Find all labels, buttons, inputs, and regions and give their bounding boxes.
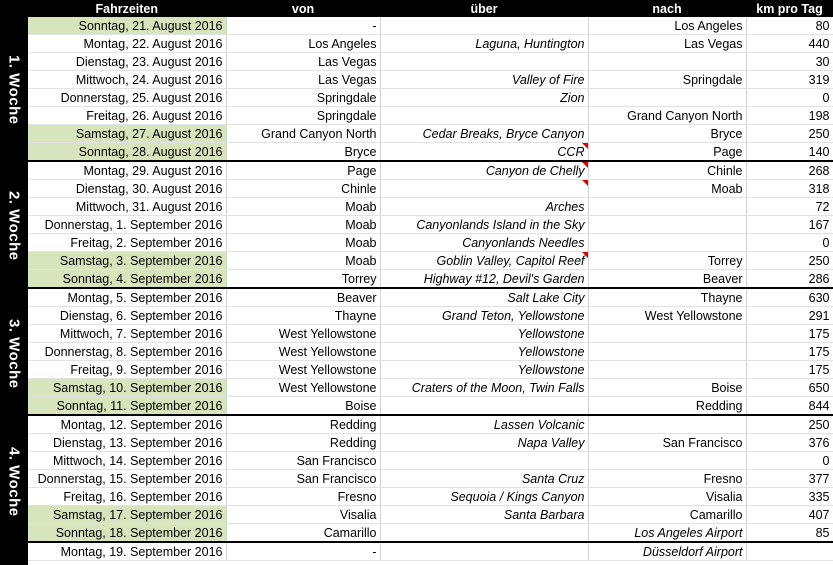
table-row (28, 361, 833, 379)
cell-date[interactable]: Samstag, 17. September 2016 (28, 506, 226, 524)
cell-ueber[interactable] (380, 17, 588, 35)
cell-km[interactable]: 175 (746, 343, 833, 361)
table-row (28, 125, 833, 143)
cell-nach[interactable]: Springdale (588, 71, 746, 89)
cell-date[interactable]: Montag, 29. August 2016 (28, 161, 226, 180)
cell-ueber[interactable]: Laguna, Huntington (380, 35, 588, 53)
table-row (28, 180, 833, 198)
header-nach[interactable]: nach (588, 0, 746, 17)
cell-date[interactable]: Sonntag, 4. September 2016 (28, 270, 226, 289)
cell-ueber[interactable] (380, 397, 588, 416)
cell-date[interactable]: Sonntag, 21. August 2016 (28, 17, 226, 35)
cell-km[interactable]: 650 (746, 379, 833, 397)
cell-nach[interactable]: San Francisco (588, 434, 746, 452)
cell-von[interactable]: Chinle (226, 180, 380, 198)
week-label-text: 3. Woche (5, 319, 23, 389)
cell-km[interactable]: 140 (746, 143, 833, 162)
cell-date[interactable]: Freitag, 16. September 2016 (28, 488, 226, 506)
header-von[interactable]: von (226, 0, 380, 17)
cell-nach[interactable]: Thayne (588, 288, 746, 307)
header-row (28, 0, 833, 17)
table-row (28, 252, 833, 270)
cell-nach[interactable]: Visalia (588, 488, 746, 506)
week-label-column (0, 0, 28, 565)
table-row (28, 53, 833, 71)
table-row (28, 397, 833, 416)
cell-ueber[interactable]: Napa Valley (380, 434, 588, 452)
cell-nach[interactable]: Page (588, 143, 746, 162)
week-label-3 (0, 291, 28, 417)
cell-ueber[interactable]: Salt Lake City (380, 288, 588, 307)
cell-date[interactable]: Dienstag, 23. August 2016 (28, 53, 226, 71)
cell-ueber[interactable] (380, 180, 588, 198)
cell-date[interactable]: Sonntag, 28. August 2016 (28, 143, 226, 162)
cell-von[interactable]: Los Angeles (226, 35, 380, 53)
table-row (28, 343, 833, 361)
cell-km[interactable]: 335 (746, 488, 833, 506)
cell-km[interactable]: 376 (746, 434, 833, 452)
cell-km[interactable] (746, 542, 833, 561)
cell-von[interactable]: Boise (226, 397, 380, 416)
cell-km[interactable]: 377 (746, 470, 833, 488)
cell-date[interactable]: Sonntag, 11. September 2016 (28, 397, 226, 416)
cell-nach[interactable]: Redding (588, 397, 746, 416)
table-row (28, 452, 833, 470)
cell-km[interactable]: 0 (746, 89, 833, 107)
cell-km[interactable]: 407 (746, 506, 833, 524)
cell-km[interactable]: 167 (746, 216, 833, 234)
cell-nach[interactable] (588, 361, 746, 379)
cell-date[interactable]: Donnerstag, 15. September 2016 (28, 470, 226, 488)
header-fahrzeiten[interactable]: Fahrzeiten (28, 0, 226, 17)
cell-km[interactable]: 250 (746, 125, 833, 143)
cell-nach[interactable]: Beaver (588, 270, 746, 289)
cell-date[interactable]: Mittwoch, 24. August 2016 (28, 71, 226, 89)
cell-nach[interactable]: Bryce (588, 125, 746, 143)
cell-nach[interactable] (588, 234, 746, 252)
cell-nach[interactable]: Grand Canyon North (588, 107, 746, 125)
cell-date[interactable]: Mittwoch, 14. September 2016 (28, 452, 226, 470)
cell-nach[interactable]: Las Vegas (588, 35, 746, 53)
cell-nach[interactable] (588, 325, 746, 343)
cell-von[interactable]: - (226, 17, 380, 35)
cell-von[interactable]: Fresno (226, 488, 380, 506)
cell-date[interactable]: Montag, 19. September 2016 (28, 542, 226, 561)
cell-date[interactable]: Mittwoch, 7. September 2016 (28, 325, 226, 343)
cell-nach[interactable] (588, 452, 746, 470)
cell-von[interactable]: Page (226, 161, 380, 180)
cell-von[interactable]: West Yellowstone (226, 379, 380, 397)
table-row (28, 379, 833, 397)
cell-km[interactable]: 85 (746, 524, 833, 543)
cell-von[interactable]: San Francisco (226, 452, 380, 470)
cell-km[interactable]: 250 (746, 415, 833, 434)
cell-von[interactable]: Torrey (226, 270, 380, 289)
cell-ueber[interactable] (380, 452, 588, 470)
cell-date[interactable]: Dienstag, 13. September 2016 (28, 434, 226, 452)
table-row (28, 470, 833, 488)
cell-km[interactable]: 844 (746, 397, 833, 416)
cell-ueber[interactable] (380, 524, 588, 543)
cell-nach[interactable] (588, 198, 746, 216)
table-row (28, 270, 833, 289)
table-row (28, 198, 833, 216)
table-row (28, 71, 833, 89)
table-row (28, 161, 833, 180)
cell-km[interactable]: 440 (746, 35, 833, 53)
cell-km[interactable]: 286 (746, 270, 833, 289)
cell-date[interactable]: Donnerstag, 25. August 2016 (28, 89, 226, 107)
cell-ueber[interactable]: Yellowstone (380, 343, 588, 361)
cell-nach[interactable]: Boise (588, 379, 746, 397)
cell-ueber[interactable] (380, 542, 588, 561)
cell-date[interactable]: Donnerstag, 8. September 2016 (28, 343, 226, 361)
cell-ueber[interactable]: Canyon de Chelly (380, 161, 588, 180)
week-label-text: 4. Woche (5, 447, 23, 517)
week-label-2 (0, 163, 28, 289)
table-row (28, 234, 833, 252)
cell-ueber[interactable]: Valley of Fire (380, 71, 588, 89)
cell-von[interactable]: Thayne (226, 307, 380, 325)
cell-km[interactable]: 198 (746, 107, 833, 125)
cell-date[interactable]: Freitag, 9. September 2016 (28, 361, 226, 379)
cell-von[interactable]: San Francisco (226, 470, 380, 488)
cell-date[interactable]: Donnerstag, 1. September 2016 (28, 216, 226, 234)
cell-date[interactable]: Sonntag, 18. September 2016 (28, 524, 226, 543)
cell-von[interactable]: Springdale (226, 89, 380, 107)
cell-ueber[interactable]: Canyonlands Island in the Sky (380, 216, 588, 234)
cell-von[interactable]: Beaver (226, 288, 380, 307)
cell-ueber[interactable]: Zion (380, 89, 588, 107)
cell-km[interactable]: 72 (746, 198, 833, 216)
cell-nach[interactable] (588, 216, 746, 234)
cell-km[interactable]: 250 (746, 252, 833, 270)
cell-ueber[interactable]: Sequoia / Kings Canyon (380, 488, 588, 506)
cell-von[interactable]: - (226, 542, 380, 561)
cell-date[interactable]: Freitag, 2. September 2016 (28, 234, 226, 252)
cell-date[interactable]: Montag, 5. September 2016 (28, 288, 226, 307)
cell-ueber[interactable] (380, 53, 588, 71)
cell-von[interactable]: Redding (226, 415, 380, 434)
cell-nach[interactable]: Los Angeles Airport (588, 524, 746, 543)
cell-von[interactable]: Moab (226, 234, 380, 252)
cell-von[interactable]: Redding (226, 434, 380, 452)
cell-km[interactable]: 291 (746, 307, 833, 325)
cell-date[interactable]: Dienstag, 6. September 2016 (28, 307, 226, 325)
cell-ueber[interactable] (380, 107, 588, 125)
cell-von[interactable]: Las Vegas (226, 71, 380, 89)
cell-km[interactable]: 268 (746, 161, 833, 180)
table-row (28, 288, 833, 307)
cell-ueber[interactable]: Canyonlands Needles (380, 234, 588, 252)
cell-nach[interactable]: Fresno (588, 470, 746, 488)
cell-von[interactable]: Moab (226, 216, 380, 234)
cell-von[interactable]: Moab (226, 198, 380, 216)
cell-von[interactable]: Camarillo (226, 524, 380, 543)
cell-date[interactable]: Mittwoch, 31. August 2016 (28, 198, 226, 216)
table-row (28, 17, 833, 35)
cell-von[interactable]: Grand Canyon North (226, 125, 380, 143)
table-row (28, 415, 833, 434)
cell-von[interactable]: Visalia (226, 506, 380, 524)
cell-ueber[interactable]: Lassen Volcanic (380, 415, 588, 434)
cell-ueber[interactable]: Grand Teton, Yellowstone (380, 307, 588, 325)
cell-ueber[interactable]: Yellowstone (380, 325, 588, 343)
cell-ueber[interactable]: CCR (380, 143, 588, 162)
cell-nach[interactable]: Düsseldorf Airport (588, 542, 746, 561)
cell-nach[interactable]: Chinle (588, 161, 746, 180)
cell-km[interactable]: 80 (746, 17, 833, 35)
cell-km[interactable]: 318 (746, 180, 833, 198)
table-body (28, 17, 833, 561)
cell-ueber[interactable]: Goblin Valley, Capitol Reef (380, 252, 588, 270)
cell-km[interactable]: 630 (746, 288, 833, 307)
table-row (28, 307, 833, 325)
cell-nach[interactable]: Torrey (588, 252, 746, 270)
header-ueber[interactable]: über (380, 0, 588, 17)
cell-von[interactable]: Moab (226, 252, 380, 270)
cell-nach[interactable]: Camarillo (588, 506, 746, 524)
cell-von[interactable]: West Yellowstone (226, 361, 380, 379)
cell-von[interactable]: Springdale (226, 107, 380, 125)
table-row (28, 506, 833, 524)
table-row (28, 35, 833, 53)
table-row (28, 488, 833, 506)
table-row (28, 107, 833, 125)
table-row (28, 524, 833, 543)
cell-nach[interactable] (588, 89, 746, 107)
cell-von[interactable]: West Yellowstone (226, 325, 380, 343)
cell-ueber[interactable]: Highway #12, Devil's Garden (380, 270, 588, 289)
cell-date[interactable]: Samstag, 10. September 2016 (28, 379, 226, 397)
cell-date[interactable]: Montag, 12. September 2016 (28, 415, 226, 434)
cell-ueber[interactable]: Arches (380, 198, 588, 216)
cell-date[interactable]: Freitag, 26. August 2016 (28, 107, 226, 125)
cell-nach[interactable]: Moab (588, 180, 746, 198)
cell-km[interactable]: 0 (746, 452, 833, 470)
cell-ueber[interactable]: Craters of the Moon, Twin Falls (380, 379, 588, 397)
week-label-1 (0, 18, 28, 161)
cell-km[interactable]: 175 (746, 325, 833, 343)
cell-date[interactable]: Samstag, 3. September 2016 (28, 252, 226, 270)
week-label-text: 1. Woche (5, 54, 23, 125)
cell-date[interactable]: Dienstag, 30. August 2016 (28, 180, 226, 198)
cell-nach[interactable]: Los Angeles (588, 17, 746, 35)
cell-nach[interactable] (588, 415, 746, 434)
table-row (28, 542, 833, 561)
cell-ueber[interactable]: Santa Cruz (380, 470, 588, 488)
cell-km[interactable]: 30 (746, 53, 833, 71)
cell-km[interactable]: 175 (746, 361, 833, 379)
table-row (28, 216, 833, 234)
cell-von[interactable]: West Yellowstone (226, 343, 380, 361)
cell-date[interactable]: Samstag, 27. August 2016 (28, 125, 226, 143)
cell-km[interactable]: 319 (746, 71, 833, 89)
cell-von[interactable]: Las Vegas (226, 53, 380, 71)
header-km[interactable]: km pro Tag (746, 0, 833, 17)
cell-von[interactable]: Bryce (226, 143, 380, 162)
cell-nach[interactable] (588, 53, 746, 71)
table-row (28, 143, 833, 162)
itinerary-table (28, 0, 833, 561)
cell-ueber[interactable]: Cedar Breaks, Bryce Canyon (380, 125, 588, 143)
cell-nach[interactable] (588, 343, 746, 361)
table-row (28, 325, 833, 343)
cell-nach[interactable]: West Yellowstone (588, 307, 746, 325)
cell-km[interactable]: 0 (746, 234, 833, 252)
cell-date[interactable]: Montag, 22. August 2016 (28, 35, 226, 53)
table-row (28, 89, 833, 107)
cell-ueber[interactable]: Santa Barbara (380, 506, 588, 524)
table-row (28, 434, 833, 452)
week-label-4 (0, 419, 28, 545)
cell-ueber[interactable]: Yellowstone (380, 361, 588, 379)
week-label-text: 2. Woche (5, 191, 23, 261)
